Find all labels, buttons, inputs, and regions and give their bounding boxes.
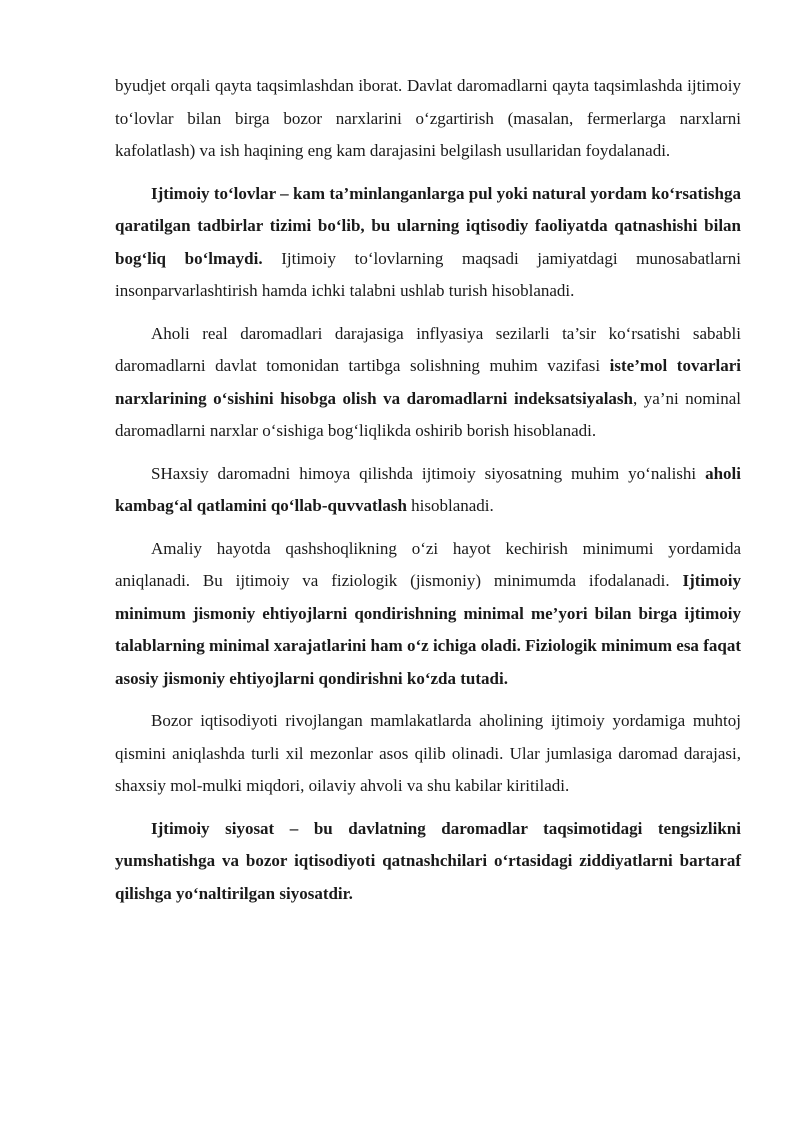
paragraph-3-text-end: , ya’ni nominal daromadlarni narxlar o‘sishiga bog‘liqlikda oshirib borish hisoblanadi. xyxy=(115,388,741,440)
paragraph-7 xyxy=(115,813,741,911)
paragraph-2-text: Ijtimoiy to‘lovlarning maqsadi jamiyatdagi munosabatlarni insonparvarlashtirish hamda ichki talabni ushlab turish hisoblanadi. xyxy=(115,248,741,300)
paragraph-3-bold-phrase: iste’mol tovarlari narxlarining o‘sishini hisobga olish va daromadlarni indeksatsiyalash xyxy=(115,356,742,408)
paragraph-3-text-start: Aholi real daromadlari darajasiga inflyasiya sezilarli ta’sir ko‘rsatishi sababli daromadlarni davlat tomonidan tartibga solishning muhim vazifasi xyxy=(115,323,741,375)
paragraph-1 xyxy=(115,70,741,168)
paragraph-4-text-start: SHaxsiy daromadni himoya qilishda ijtimoiy siyosatning muhim yo‘nalishi xyxy=(151,463,706,483)
paragraph-1-text: byudjet orqali qayta taqsimlashdan iborat. Davlat daromadlarni qayta taqsimlashda ijtimoiy to‘lovlar bilan birga bozor narxlarini o‘zgartirish (masalan, fermerlarga narxlarni kafolatlash) va ish haqining eng kam darajasini belgilash usullaridan foydalanadi. xyxy=(115,76,741,160)
paragraph-4 xyxy=(115,458,741,523)
paragraph-7-bold-definition: Ijtimoiy siyosat – bu davlatning daromadlar taqsimotidagi tengsizlikni yumshatishga va bozor iqtisodiyoti qatnashchilari o‘rtasidagi ziddiyatlarni bartaraf qilishga yo‘naltirilgan siyosatdir. xyxy=(115,818,741,903)
paragraph-4-text-end: hisoblanadi. xyxy=(406,496,494,515)
paragraph-2 xyxy=(115,178,741,308)
document-page xyxy=(115,70,741,920)
paragraph-3 xyxy=(115,318,741,448)
paragraph-5-text: Amaliy hayotda qashshoqlikning o‘zi hayot kechirish minimumi yordamida aniqlanadi. Bu ijtimoiy va fiziologik (jismoniy) minimumda ifodalanadi. xyxy=(115,538,741,590)
paragraph-2-bold-definition: Ijtimoiy to‘lovlar – kam ta’minlanganlarga pul yoki natural yordam ko‘rsatishga qaratilgan tadbirlar tizimi bo‘lib, bu ularning iqtisodiy faoliyatda qatnashishi bilan bog‘liq bo‘lmaydi. xyxy=(115,183,741,268)
paragraph-6-text: Bozor iqtisodiyoti rivojlangan mamlakatlarda aholining ijtimoiy yordamiga muhtoj qismini aniqlashda turli xil mezonlar asos qilib olinadi. Ular jumlasiga daromad darajasi, shaxsiy mol-mulki miqdori, oilaviy ahvoli va shu kabilar kiritiladi. xyxy=(115,711,741,795)
paragraph-5-bold-definition: Ijtimoiy minimum jismoniy ehtiyojlarni qondirishning minimal me’yori bilan birga ijtimoiy talablarning minimal xarajatlarini ham o‘z ichiga oladi. Fiziologik minimum esa faqat asosiy jismoniy ehtiyojlarni qondirishni ko‘zda tutadi. xyxy=(115,571,741,688)
paragraph-6 xyxy=(115,705,741,803)
paragraph-5 xyxy=(115,533,741,696)
paragraph-4-bold-phrase: aholi kambag‘al qatlamini qo‘llab-quvvatlash xyxy=(115,463,741,515)
